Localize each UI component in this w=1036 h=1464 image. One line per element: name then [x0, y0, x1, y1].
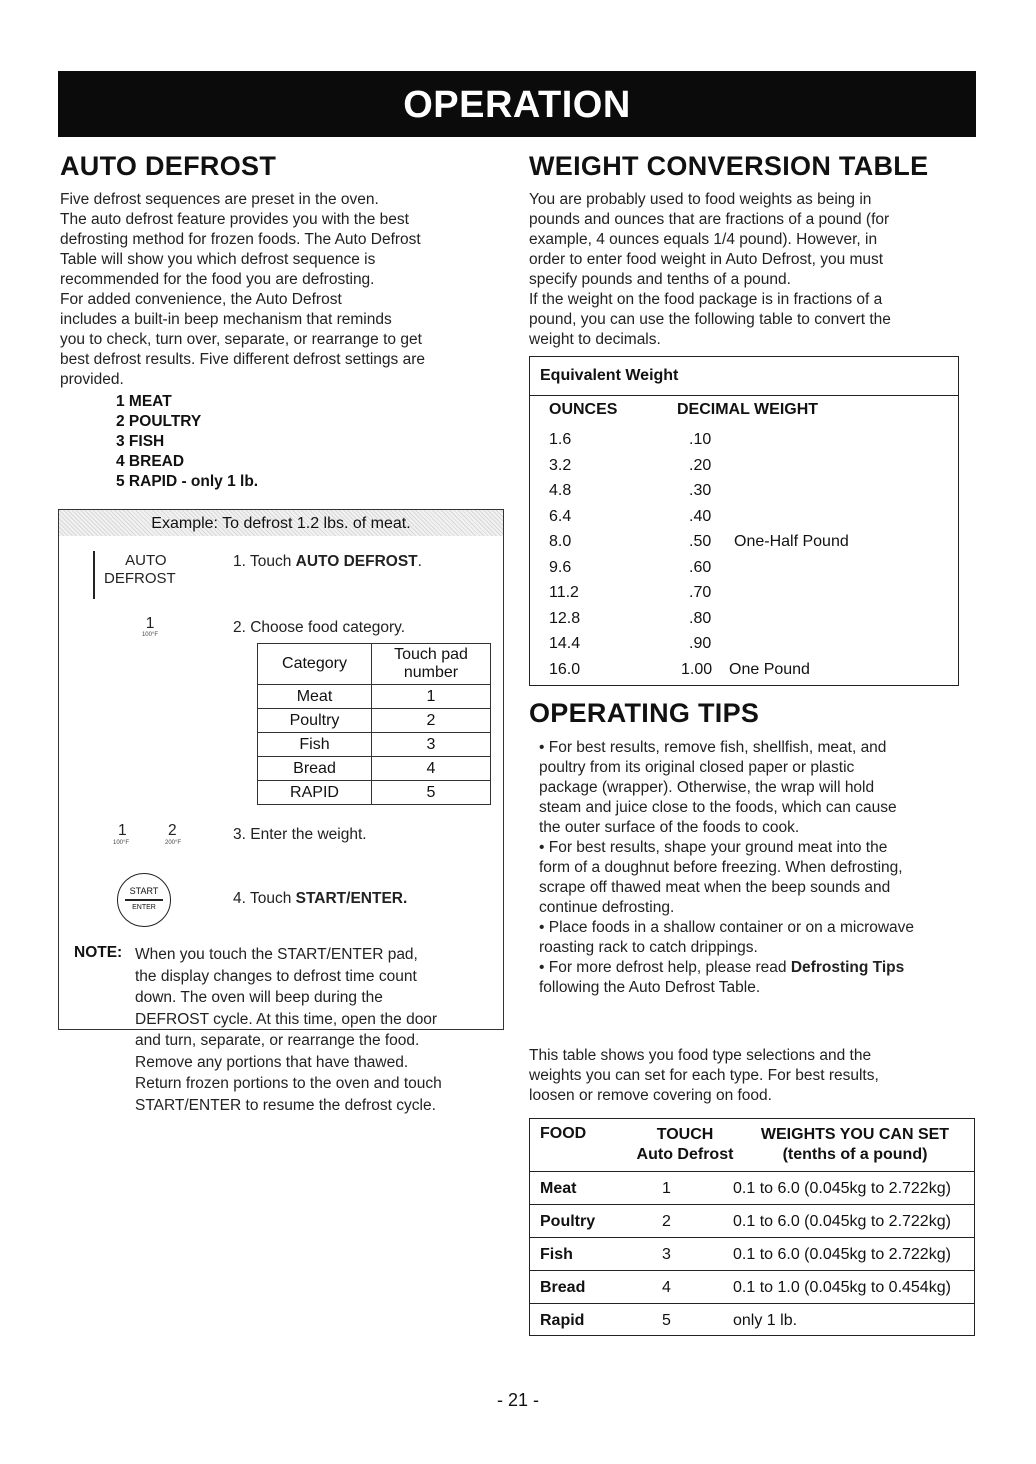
paragraph-line: you to check, turn over, separate, or rearrange to get	[60, 331, 422, 348]
tip-line: • For best results, remove fish, shellfish, meat, and	[539, 739, 887, 756]
paragraph-line: The auto defrost feature provides you with the best	[60, 211, 409, 228]
paragraph-line: loosen or remove covering on food.	[529, 1087, 772, 1104]
step-1-bold: AUTO DEFROST	[295, 553, 418, 570]
step-4	[233, 890, 407, 908]
number-cell: 1	[372, 685, 491, 709]
category-cell: Poultry	[258, 709, 372, 733]
defrost-setting-item: 2 POULTRY	[116, 413, 202, 430]
table-row	[549, 631, 959, 657]
table-row	[549, 453, 959, 479]
start-enter-button[interactable]	[117, 873, 171, 927]
operating-tips-list	[529, 738, 974, 998]
table-row	[258, 685, 491, 709]
weight-conversion-table	[529, 356, 959, 686]
conversion-rows	[549, 427, 959, 682]
display-3-sub-1: 100°F	[113, 840, 130, 846]
decimal-cell: .20	[689, 456, 712, 474]
category-table	[257, 643, 491, 805]
touch-header	[630, 1125, 740, 1165]
defrost-settings-list	[116, 392, 258, 492]
ounces-cell: 16.0	[549, 660, 581, 678]
operating-tips-heading: OPERATING TIPS	[529, 698, 760, 728]
page-number: - 21 -	[496, 1390, 539, 1410]
display-3-digit-2: 2	[168, 822, 177, 839]
weights-cell: 0.1 to 6.0 (0.045kg to 2.722kg)	[733, 1213, 951, 1230]
ounces-cell: 6.4	[549, 507, 572, 525]
category-cell: Meat	[258, 685, 372, 709]
food-header: FOOD	[540, 1125, 587, 1142]
table-row	[530, 1237, 974, 1271]
pad-label-defrost: DEFROST	[104, 570, 176, 587]
ounces-cell: 12.8	[549, 609, 581, 627]
category-cell: RAPID	[258, 781, 372, 805]
note-line: down. The oven will beep during the	[135, 989, 383, 1006]
weights-cell: 0.1 to 6.0 (0.045kg to 2.722kg)	[733, 1180, 951, 1197]
food-cell: Meat	[540, 1180, 577, 1197]
note-line: Remove any portions that have thawed.	[135, 1053, 409, 1071]
tip-line: continue defrosting.	[539, 899, 675, 916]
touch-cell: 3	[662, 1246, 671, 1263]
page-title: OPERATION	[403, 84, 631, 126]
decimal-cell: .10	[689, 431, 712, 448]
paragraph-line: pound, you can use the following table to convert the	[529, 311, 891, 328]
category-table-header	[258, 644, 491, 685]
table-row	[530, 1204, 974, 1238]
tip-item	[529, 918, 974, 958]
food-cell: Poultry	[540, 1213, 596, 1230]
ounces-cell: 14.4	[549, 635, 581, 652]
table-row	[530, 1171, 974, 1205]
table-row	[549, 555, 959, 581]
step-4-text: 4. Touch	[233, 890, 296, 907]
tip-line: • Place foods in a shallow container or on a microwave	[539, 919, 915, 936]
ounces-cell: 1.6	[549, 431, 572, 448]
weight-conversion-heading: WEIGHT CONVERSION TABLE	[529, 151, 929, 181]
defrost-setting-item: 3 FISH	[116, 433, 165, 450]
number-cell: 5	[372, 781, 491, 805]
table-row	[549, 478, 959, 504]
paragraph-line: best defrost results. Five different defrost settings are	[60, 351, 425, 368]
weights-cell: 0.1 to 1.0 (0.045kg to 0.454kg)	[733, 1279, 951, 1296]
paragraph-line: For added convenience, the Auto Defrost	[60, 291, 342, 308]
weights-cell: only 1 lb.	[733, 1312, 798, 1329]
ounces-cell: 3.2	[549, 456, 572, 474]
weights-header	[740, 1125, 970, 1165]
category-cell: Bread	[258, 757, 372, 781]
auto-defrost-heading: AUTO DEFROST	[60, 151, 277, 181]
ounces-cell: 4.8	[549, 482, 572, 499]
tip-text: • For more defrost help, please read	[539, 959, 791, 976]
touch-cell: 5	[662, 1312, 671, 1329]
paragraph-line: weight to decimals.	[529, 331, 661, 348]
tip-line: steam and juice close to the foods, which can cause	[539, 799, 897, 816]
table-row	[258, 709, 491, 733]
tip-line: the outer surface of the foods to cook.	[539, 819, 800, 836]
paragraph-line: example, 4 ounces equals 1/4 pound). However, in	[529, 231, 878, 248]
decimal-cell: .30	[689, 482, 712, 499]
paragraph-line: weights you can set for each type. For best results,	[529, 1067, 879, 1084]
auto-defrost-paragraph	[60, 190, 500, 390]
paragraph-line: If the weight on the food package is in fractions of a	[529, 291, 883, 308]
tip-item	[529, 738, 974, 838]
step-1-suffix: .	[417, 553, 422, 570]
note-label: NOTE:	[74, 944, 123, 961]
tip-item	[529, 838, 974, 918]
paragraph-line: recommended for the food you are defrosting.	[60, 271, 375, 288]
category-header: Category	[258, 644, 372, 685]
ounces-cell: 8.0	[549, 533, 572, 550]
decimal-cell: 1.00	[681, 660, 713, 678]
paragraph-line: order to enter food weight in Auto Defrost, you must	[529, 251, 884, 268]
table-row	[549, 427, 959, 453]
note-line: Return frozen portions to the oven and touch	[135, 1075, 442, 1092]
ounces-cell: 9.6	[549, 558, 572, 576]
decimal-cell: .80	[689, 609, 712, 627]
table-row	[549, 580, 959, 606]
pad-label-auto: AUTO	[125, 552, 167, 569]
defrosting-tips-ref: Defrosting Tips	[790, 959, 905, 976]
step-1	[233, 553, 422, 571]
paragraph-line: provided.	[60, 371, 124, 388]
food-cell: Bread	[540, 1279, 586, 1296]
food-cell: Rapid	[540, 1312, 585, 1329]
note-line: the display changes to defrost time count	[135, 967, 417, 985]
start-label: START	[129, 886, 159, 896]
tip-item	[529, 958, 974, 998]
auto-defrost-pad-label	[104, 552, 176, 588]
table-title-divider	[530, 395, 958, 396]
tip-line: poultry from its original closed paper or plastic	[539, 759, 855, 776]
table-row	[530, 1270, 974, 1304]
paragraph-line: pounds and ounces that are fractions of a pound (for	[529, 211, 890, 228]
number-cell: 2	[372, 709, 491, 733]
start-divider	[125, 899, 163, 901]
example-title: Example: To defrost 1.2 lbs. of meat.	[59, 510, 503, 536]
defrost-setting-item: 4 BREAD	[116, 453, 185, 470]
touch-pad-header: Touch pad number	[372, 644, 491, 685]
touch-header-line1: TOUCH	[656, 1126, 714, 1143]
table-row	[549, 657, 959, 683]
weights-cell: 0.1 to 6.0 (0.045kg to 2.722kg)	[733, 1246, 951, 1263]
paragraph-line: specify pounds and tenths of a pound.	[529, 271, 791, 288]
display-3-digit-1: 1	[118, 822, 127, 839]
ounces-header: OUNCES	[549, 401, 618, 418]
decimal-cell: .60	[689, 558, 712, 576]
table-row	[530, 1303, 974, 1337]
tip-line: • For best results, shape your ground meat into the	[539, 839, 888, 856]
table-row	[549, 529, 959, 555]
table-row	[258, 757, 491, 781]
decimal-cell: .40	[689, 507, 712, 525]
table-row	[549, 504, 959, 530]
note-line: DEFROST cycle. At this time, open the door	[135, 1010, 438, 1028]
touch-header-line2: Auto Defrost	[636, 1146, 734, 1163]
tip-line	[539, 958, 974, 978]
defrost-setting-item: 5 RAPID - only 1 lb.	[116, 473, 259, 490]
defrost-setting-item: 1 MEAT	[116, 393, 172, 410]
paragraph-line: includes a built-in beep mechanism that reminds	[60, 311, 392, 328]
table-row	[258, 781, 491, 805]
display-1	[140, 616, 160, 638]
pad-divider-line	[93, 551, 95, 599]
tip-line: roasting rack to catch drippings.	[539, 939, 758, 956]
table-row	[549, 606, 959, 632]
touch-cell: 4	[662, 1279, 671, 1296]
food-weight-table	[529, 1118, 975, 1336]
number-cell: 4	[372, 757, 491, 781]
decimal-cell: .90	[689, 635, 712, 652]
step-4-bold: START/ENTER.	[295, 890, 408, 907]
food-table-intro	[529, 1046, 969, 1106]
display-1-sublabel: 100°F	[141, 632, 159, 638]
page-header-bar	[58, 71, 976, 137]
decimal-cell: .70	[689, 584, 712, 601]
paragraph-line: This table shows you food type selections and the	[529, 1047, 872, 1064]
number-cell: 3	[372, 733, 491, 757]
paragraph-line: You are probably used to food weights as being in	[529, 191, 872, 208]
tip-line: package (wrapper). Otherwise, the wrap will hold	[539, 779, 875, 796]
note-line: and turn, separate, or rearrange the food.	[135, 1032, 420, 1049]
display-3-sub-2: 200°F	[165, 840, 182, 846]
decimal-weight-header: DECIMAL WEIGHT	[677, 401, 819, 418]
equivalent-weight-title: Equivalent Weight	[540, 367, 679, 384]
note-line: START/ENTER to resume the defrost cycle.	[135, 1096, 436, 1114]
note-cell: One Pound	[729, 660, 810, 678]
tip-line: following the Auto Defrost Table.	[539, 979, 761, 996]
note-text	[135, 944, 500, 1116]
step-2: 2. Choose food category.	[233, 619, 406, 636]
table-row	[258, 733, 491, 757]
weights-header-line2: (tenths of a pound)	[782, 1146, 928, 1163]
note-line: When you touch the START/ENTER pad,	[135, 946, 418, 963]
display-3	[113, 822, 213, 852]
display-1-digit: 1	[145, 615, 155, 632]
note-cell: One-Half Pound	[734, 533, 849, 550]
ounces-cell: 11.2	[549, 584, 579, 601]
weights-header-line1: WEIGHTS YOU CAN SET	[760, 1126, 950, 1143]
touch-cell: 2	[662, 1213, 671, 1230]
paragraph-line: defrosting method for frozen foods. The Auto Defrost	[60, 231, 421, 248]
enter-label: ENTER	[132, 904, 156, 911]
decimal-cell: .50	[689, 533, 712, 550]
step-3: 3. Enter the weight.	[233, 826, 367, 843]
food-cell: Fish	[540, 1246, 573, 1263]
weight-conversion-paragraph	[529, 190, 969, 350]
paragraph-line: Five defrost sequences are preset in the oven.	[60, 191, 379, 208]
tip-line: form of a doughnut before freezing. When defrosting,	[539, 859, 903, 876]
paragraph-line: Table will show you which defrost sequence is	[60, 251, 376, 268]
tip-line: scrape off thawed meat when the beep sounds and	[539, 879, 891, 896]
category-cell: Fish	[258, 733, 372, 757]
touch-cell: 1	[662, 1180, 671, 1197]
step-1-text: 1. Touch	[233, 553, 296, 570]
